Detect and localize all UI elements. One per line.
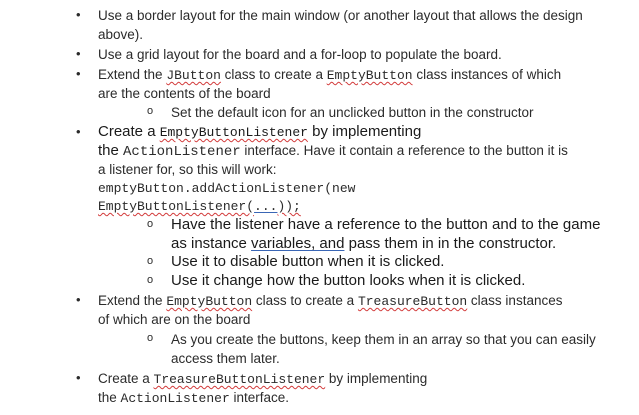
sub-bullet-icon: o	[147, 255, 154, 267]
text-span: interface.	[229, 390, 290, 405]
sub-bullet-icon: o	[147, 218, 154, 230]
bullet-icon: •	[76, 292, 81, 307]
text-line: are the contents of the board	[98, 86, 271, 101]
text-line	[171, 235, 556, 253]
text-line	[98, 142, 568, 161]
code-actionlistener: ActionListener	[123, 144, 241, 160]
code-treasurebutton: TreasureButton	[357, 294, 468, 309]
text-line	[98, 370, 427, 389]
text-line	[98, 389, 289, 408]
text-span: by implementing	[307, 123, 422, 140]
text-line	[98, 123, 421, 142]
bullet-icon: •	[76, 7, 81, 22]
code-line	[98, 198, 301, 216]
text-span: the	[98, 390, 121, 405]
text-line	[98, 292, 562, 311]
text-line: a listener for, so this will work:	[98, 162, 277, 177]
code-line: emptyButton.addActionListener(new	[98, 181, 356, 196]
bullet-icon: •	[76, 370, 81, 385]
text-span: class to create a	[252, 293, 358, 308]
code-emptybutton: EmptyButton	[166, 294, 253, 309]
sub-bullet-icon: o	[147, 332, 154, 344]
text-line: Use it change how the button looks when it is clicked.	[171, 272, 526, 289]
bullet-icon: •	[76, 66, 81, 81]
text-line: As you create the buttons, keep them in an array so that you can easily	[171, 332, 596, 347]
code-span: ...	[254, 199, 278, 214]
code-span: ));	[277, 199, 301, 214]
text-span: variables, and	[251, 235, 345, 252]
sub-bullet-icon: o	[147, 105, 154, 117]
sub-bullet-icon: o	[147, 274, 154, 286]
text-line	[98, 66, 561, 85]
code-emptybutton: EmptyButton	[326, 68, 413, 83]
text-line: of which are on the board	[98, 312, 251, 327]
code-treasurebuttonlistener: TreasureButtonListener	[153, 372, 326, 387]
bullet-icon: •	[76, 124, 81, 139]
code-span: EmptyButtonListener(	[98, 199, 255, 214]
text-span: class instances of which	[412, 67, 562, 82]
text-line: Use it to disable button when it is clicked.	[171, 253, 445, 270]
code-emptybuttonlistener: EmptyButtonListener	[159, 125, 308, 140]
text-line: Set the default icon for an unclicked button in the constructor	[171, 105, 534, 120]
text-span: Create a	[98, 123, 160, 140]
text-line: Have the listener have a reference to the button and to the game	[171, 216, 601, 233]
code-jbutton: JButton	[166, 68, 221, 83]
text-span: Extend the	[98, 293, 167, 308]
text-span: as instance	[171, 235, 252, 252]
text-span: class to create a	[220, 67, 327, 82]
text-line: Use a border layout for the main window (or another layout that allows the design	[98, 8, 583, 23]
text-line: above).	[98, 27, 144, 42]
text-line: access them later.	[171, 351, 280, 366]
bullet-icon: •	[76, 46, 81, 61]
text-span: the	[98, 142, 124, 159]
text-span: pass them in in the constructor.	[344, 235, 557, 252]
code-actionlistener: ActionListener	[120, 391, 230, 406]
text-span: Create a	[98, 371, 154, 386]
text-span: Extend the	[98, 67, 167, 82]
text-span: by implementing	[325, 371, 428, 386]
text-span: class instances	[467, 293, 563, 308]
text-line: Use a grid layout for the board and a for-loop to populate the board.	[98, 47, 502, 62]
text-span: interface. Have it contain a reference to the button it is	[240, 143, 568, 158]
